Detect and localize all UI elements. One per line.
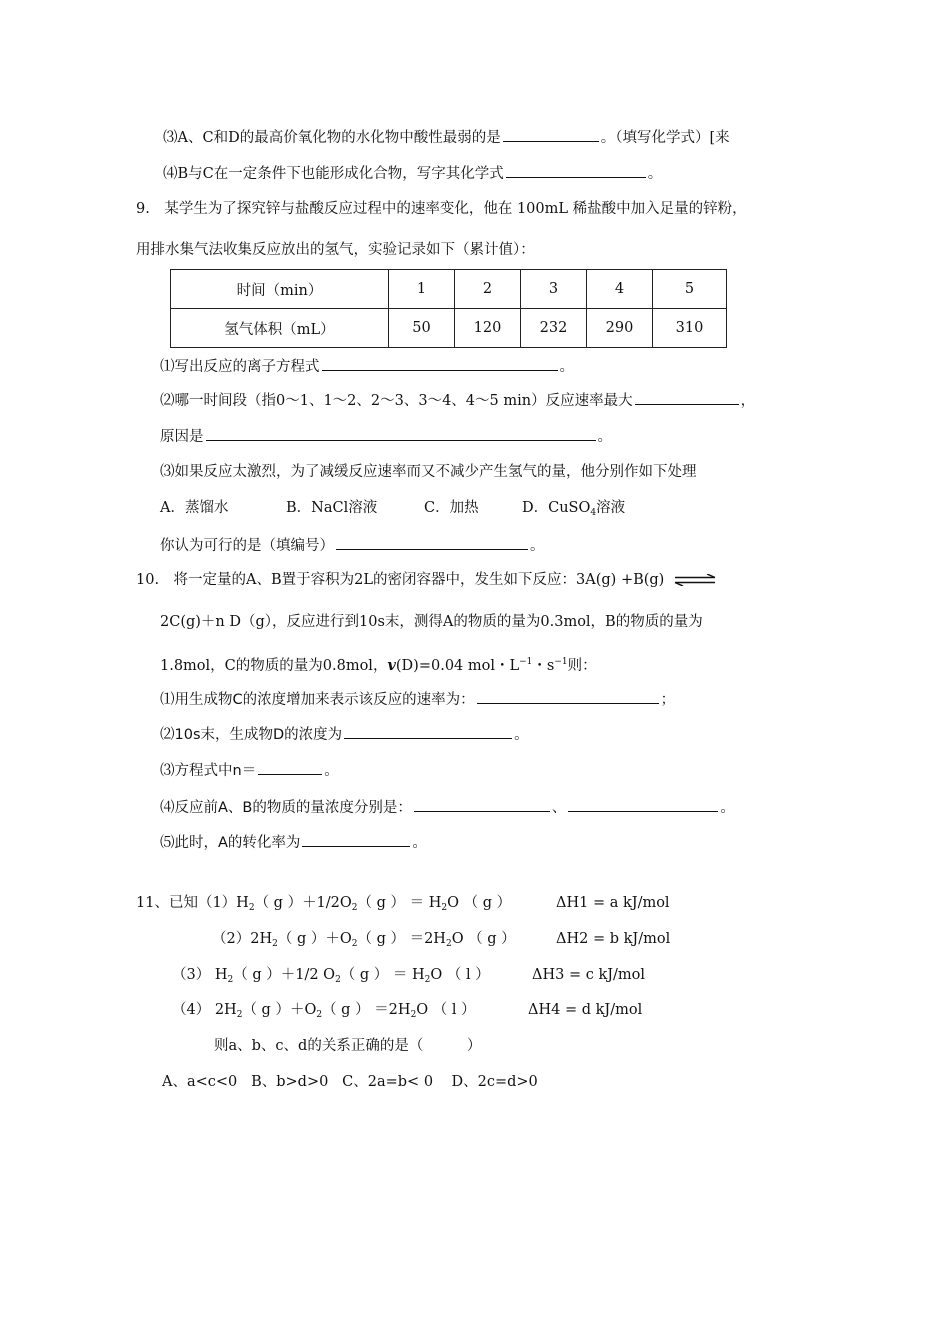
q11-equation-1 [136, 893, 511, 918]
table-cell: 2 [455, 270, 521, 309]
eq-text: O （ g ） [451, 931, 516, 947]
subscript: 2 [316, 1010, 323, 1020]
q9-reason-text: 原因是 [160, 429, 204, 445]
table-cell: 50 [389, 309, 455, 348]
subscript: 2 [335, 975, 341, 985]
q11-dh-1: ΔH1 = a kJ/mol [556, 895, 670, 911]
option-b: B．NaCl溶液 [286, 500, 378, 516]
table-cell: 290 [587, 309, 653, 348]
q9-options [160, 498, 625, 523]
q8-part3-tail: 。（填写化学式）[来 [600, 130, 730, 146]
table-cell: 120 [455, 309, 521, 348]
option-d-text: D．CuSO [522, 500, 591, 516]
option-a: A．蒸馏水 [160, 500, 229, 516]
q10-part5 [160, 832, 427, 853]
q10-part3-text: ⑶方程式中n＝ [160, 763, 257, 779]
table-cell-label: 氢气体积（mL） [171, 309, 389, 348]
q9-intro-line2 [136, 240, 535, 260]
subscript: 2 [227, 975, 234, 985]
q9-part2-tail: ， [740, 393, 756, 409]
equilibrium-arrow-icon [673, 574, 717, 586]
q10-part1 [160, 689, 675, 710]
answer-blank[interactable] [206, 426, 596, 441]
q8-part4-tail: 。 [647, 166, 663, 182]
eq-text: O （ g ） [447, 895, 512, 911]
q9-answer-text: 你认为可行的是（填编号） [160, 538, 334, 554]
q10-rate-value: (D)=0.04 mol・L [395, 658, 520, 674]
table-cell: 5 [653, 270, 727, 309]
rate-symbol: v [387, 657, 396, 674]
q10-rate-unit: ・s [532, 658, 555, 674]
eq-text: O （ l ） [416, 1002, 476, 1018]
subscript: 2 [424, 975, 431, 985]
subscript: 2 [441, 903, 448, 913]
q9-intro-line1 [136, 199, 747, 219]
q10-part4-tail: 。 [720, 800, 735, 816]
q8-part4 [163, 163, 662, 184]
q9-part2-text: ⑵哪一时间段（指0～1、1～2、2～3、3～4、4～5 min）反应速率最大 [160, 393, 633, 409]
q10-intro1: 10. 将一定量的A、B置于容积为2L的密闭容器中，发生如下反应：3A(g) +B(g) [136, 572, 665, 588]
subscript: 2 [410, 1010, 417, 1020]
q10-part2-text: ⑵10s末，生成物D的浓度为 [160, 727, 343, 743]
option-d-tail: 溶液 [596, 500, 626, 516]
answer-blank[interactable] [258, 760, 322, 775]
eq-text: （ g ） ＝2H [322, 1002, 411, 1018]
eq-text: （ g ）＋O [277, 931, 352, 947]
q9-part1-tail: 。 [559, 359, 574, 375]
q10-part2 [160, 724, 529, 745]
eq-text: （ g ） ＝ H [340, 967, 425, 983]
q9-part2-reason [160, 426, 612, 447]
subscript: 4 [590, 508, 597, 518]
q9-intro1: 9. 某学生为了探究锌与盐酸反应过程中的速率变化，他在 100mL 稀盐酸中加入足量的锌粉， [136, 201, 747, 217]
q10-part4-separator: 、 [551, 800, 567, 816]
q10-intro3-tail: 则： [567, 658, 597, 674]
option-c: C．加热 [424, 500, 479, 516]
answer-blank[interactable] [414, 797, 550, 812]
q11-dh-2: ΔH2 = b kJ/mol [556, 931, 671, 947]
table-cell: 310 [653, 309, 727, 348]
q8-part4-text: ⑷B与C在一定条件下也能形成化合物，写字其化学式 [163, 166, 504, 182]
eq-text: （ g ）＋1/2O [254, 895, 352, 911]
q10-intro-line3 [160, 652, 597, 676]
subscript: 2 [272, 939, 278, 949]
q10-intro3: 1.8mol，C的物质的量为0.8mol， [160, 658, 388, 674]
answer-blank[interactable] [302, 832, 410, 847]
eq-text: （2）2H [212, 931, 273, 947]
answer-blank[interactable] [322, 356, 558, 371]
answer-blank[interactable] [568, 797, 718, 812]
table-cell-label: 时间（min） [171, 270, 389, 309]
q9-part3-text: ⑶如果反应太激烈，为了减缓反应速率而又不减少产生氢气的量，他分别作如下处理 [160, 464, 697, 480]
superscript: −1 [554, 657, 568, 667]
table-cell: 3 [521, 270, 587, 309]
answer-blank[interactable] [503, 127, 599, 142]
table-cell: 1 [389, 270, 455, 309]
subscript: 2 [351, 903, 358, 913]
table-row [171, 270, 727, 309]
eq-text: （4） 2H [172, 1002, 237, 1018]
eq-text: （ g ）＋1/2 O [233, 967, 336, 983]
q11-dh-3: ΔH3 = c kJ/mol [532, 967, 646, 983]
q8-part3-text: ⑶A、C和D的最高价氧化物的水化物中酸性最弱的是 [163, 130, 501, 146]
answer-blank[interactable] [506, 163, 646, 178]
table-cell: 4 [587, 270, 653, 309]
q11-equation-2 [212, 929, 516, 954]
q10-part1-text: ⑴用生成物C的浓度增加来表示该反应的速率为： [160, 692, 475, 708]
q9-intro2: 用排水集气法收集反应放出的氢气，实验记录如下（累计值）： [136, 242, 535, 258]
option-d [522, 500, 625, 516]
q11-dh-4: ΔH4 = d kJ/mol [528, 1002, 643, 1018]
q9-answer-tail: 。 [530, 538, 545, 554]
q9-part3-answer [160, 535, 545, 556]
q10-part1-tail: ； [660, 692, 676, 708]
q11-choices: A、a<c<0 B、b>d>0 C、2a=b< 0 D、2c=d>0 [162, 1074, 538, 1090]
q10-intro-line2 [160, 612, 703, 632]
subscript: 2 [351, 939, 358, 949]
q10-part5-text: ⑸此时，A的转化率为 [160, 835, 301, 851]
q11-equation-3 [172, 965, 490, 990]
eq-text: （3） H [172, 967, 228, 983]
q10-part3 [160, 760, 339, 781]
eq-text: （ g ） ＝ H [357, 895, 442, 911]
q10-part3-tail: 。 [324, 763, 339, 779]
table-cell: 232 [521, 309, 587, 348]
q11-question: 则a、b、c、d的关系正确的是（ ） [214, 1038, 482, 1054]
subscript: 2 [236, 1010, 243, 1020]
answer-blank[interactable] [635, 390, 739, 405]
eq-text: O （ l ） [430, 967, 490, 983]
q10-intro-line1 [136, 570, 717, 590]
data-table [170, 269, 727, 348]
answer-blank[interactable] [477, 689, 659, 704]
q9-part2 [160, 390, 755, 411]
answer-blank[interactable] [336, 535, 528, 550]
q10-part4-text: ⑷反应前A、B的物质的量浓度分别是： [160, 800, 412, 816]
subscript: 2 [248, 903, 255, 913]
q10-part5-tail: 。 [412, 835, 427, 851]
eq-text: 11、已知（1）H [136, 895, 249, 911]
table-row [171, 309, 727, 348]
eq-text: （ g ）＋O [242, 1002, 317, 1018]
q11-equation-4 [172, 1000, 476, 1025]
subscript: 2 [445, 939, 452, 949]
eq-text: （ g ） ＝2H [357, 931, 446, 947]
q9-reason-tail: 。 [597, 429, 612, 445]
q9-part1-text: ⑴写出反应的离子方程式 [160, 359, 320, 375]
q9-part1 [160, 356, 574, 377]
q10-intro2: 2C(g)＋n D（g），反应进行到10s末，测得A的物质的量为0.3mol，B的物质的量为 [160, 614, 703, 630]
q8-part3 [163, 127, 730, 148]
q10-part4 [160, 797, 735, 818]
q9-part3 [160, 462, 697, 482]
answer-blank[interactable] [344, 724, 512, 739]
superscript: −1 [519, 657, 533, 667]
q10-part2-tail: 。 [514, 727, 529, 743]
